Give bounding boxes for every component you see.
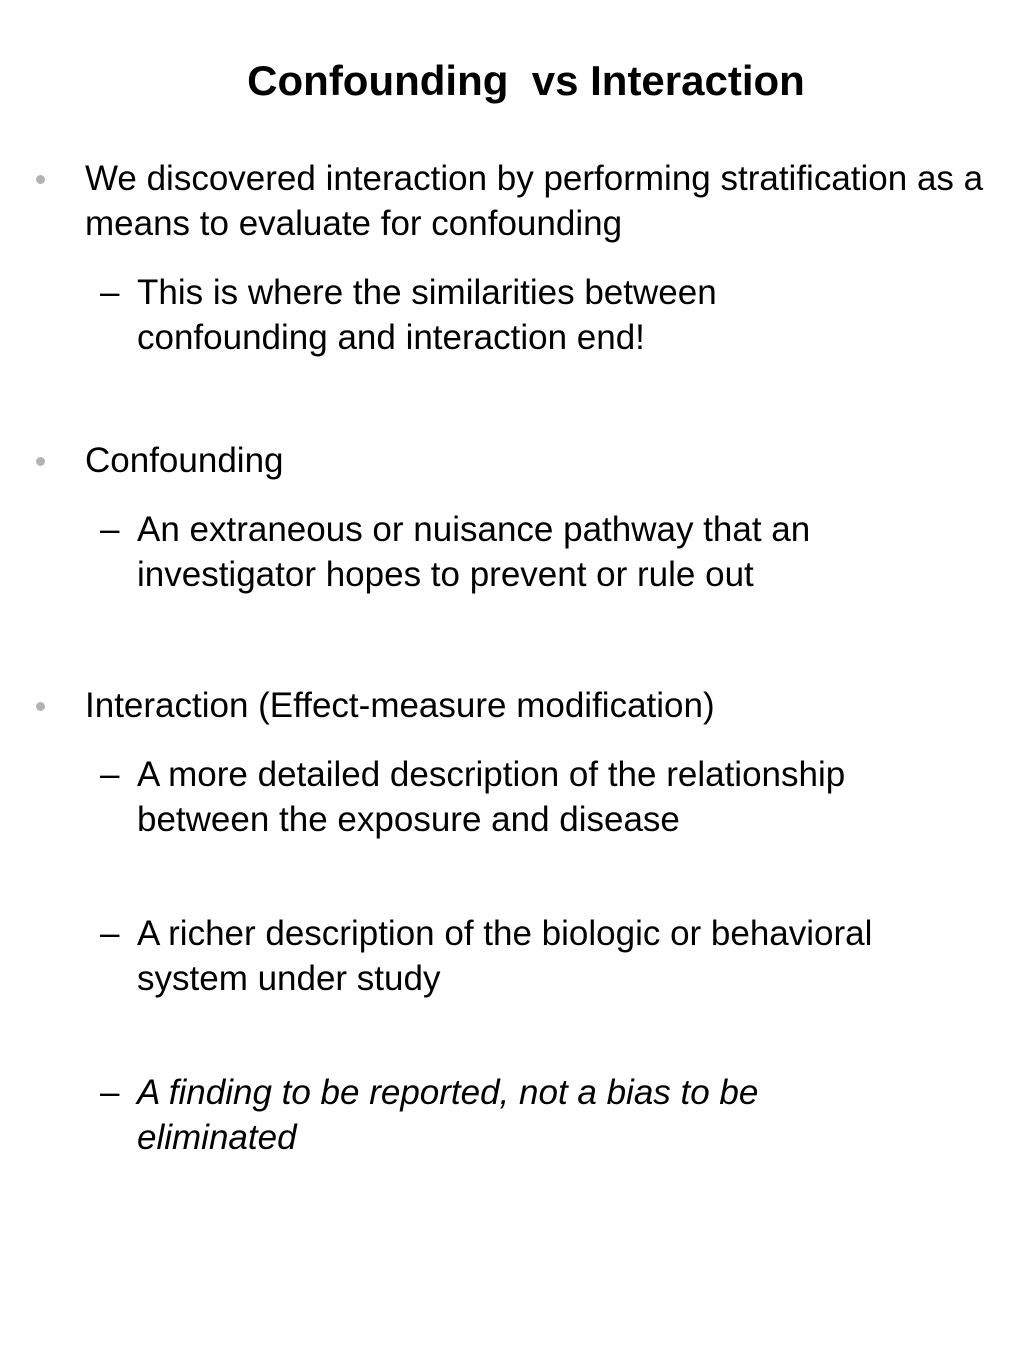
sub-bullet-text: An extraneous or nuisance pathway that an investigator hopes to prevent or rule out: [137, 510, 811, 594]
bullet-item: [0, 156, 1024, 246]
sub-bullet-text: A more detailed description of the relationship between the exposure and disease: [137, 755, 846, 839]
slide-title: Confounding vs Interaction: [247, 57, 805, 104]
sub-bullet-item: [0, 911, 1024, 1001]
bullet-item: [0, 683, 1024, 728]
bullet-dot-icon: [36, 702, 45, 711]
sub-bullet-text: This is where the similarities between confounding and interaction end!: [137, 273, 717, 357]
dash-marker: –: [100, 1073, 120, 1112]
bullet-text: Confounding: [85, 441, 284, 480]
bullet-item: [0, 438, 1024, 483]
dash-marker: –: [100, 510, 120, 549]
sub-bullet-item: [0, 752, 1024, 842]
dash-marker: –: [100, 755, 120, 794]
dash-marker: –: [100, 914, 120, 953]
dash-marker: –: [100, 273, 120, 312]
bullet-text: Interaction (Effect-measure modification): [85, 686, 715, 725]
sub-bullet-text: A finding to be reported, not a bias to be eliminated: [137, 1073, 759, 1157]
bullet-dot-icon: [36, 175, 45, 184]
bullet-dot-icon: [36, 457, 45, 466]
sub-bullet-item: [0, 270, 1024, 360]
sub-bullet-item: [0, 1070, 1024, 1160]
sub-bullet-item: [0, 507, 1024, 597]
sub-bullet-text: A richer description of the biologic or behavioral system under study: [137, 914, 873, 998]
bullet-text: We discovered interaction by performing stratification as a means to evaluate for confounding: [85, 159, 984, 243]
